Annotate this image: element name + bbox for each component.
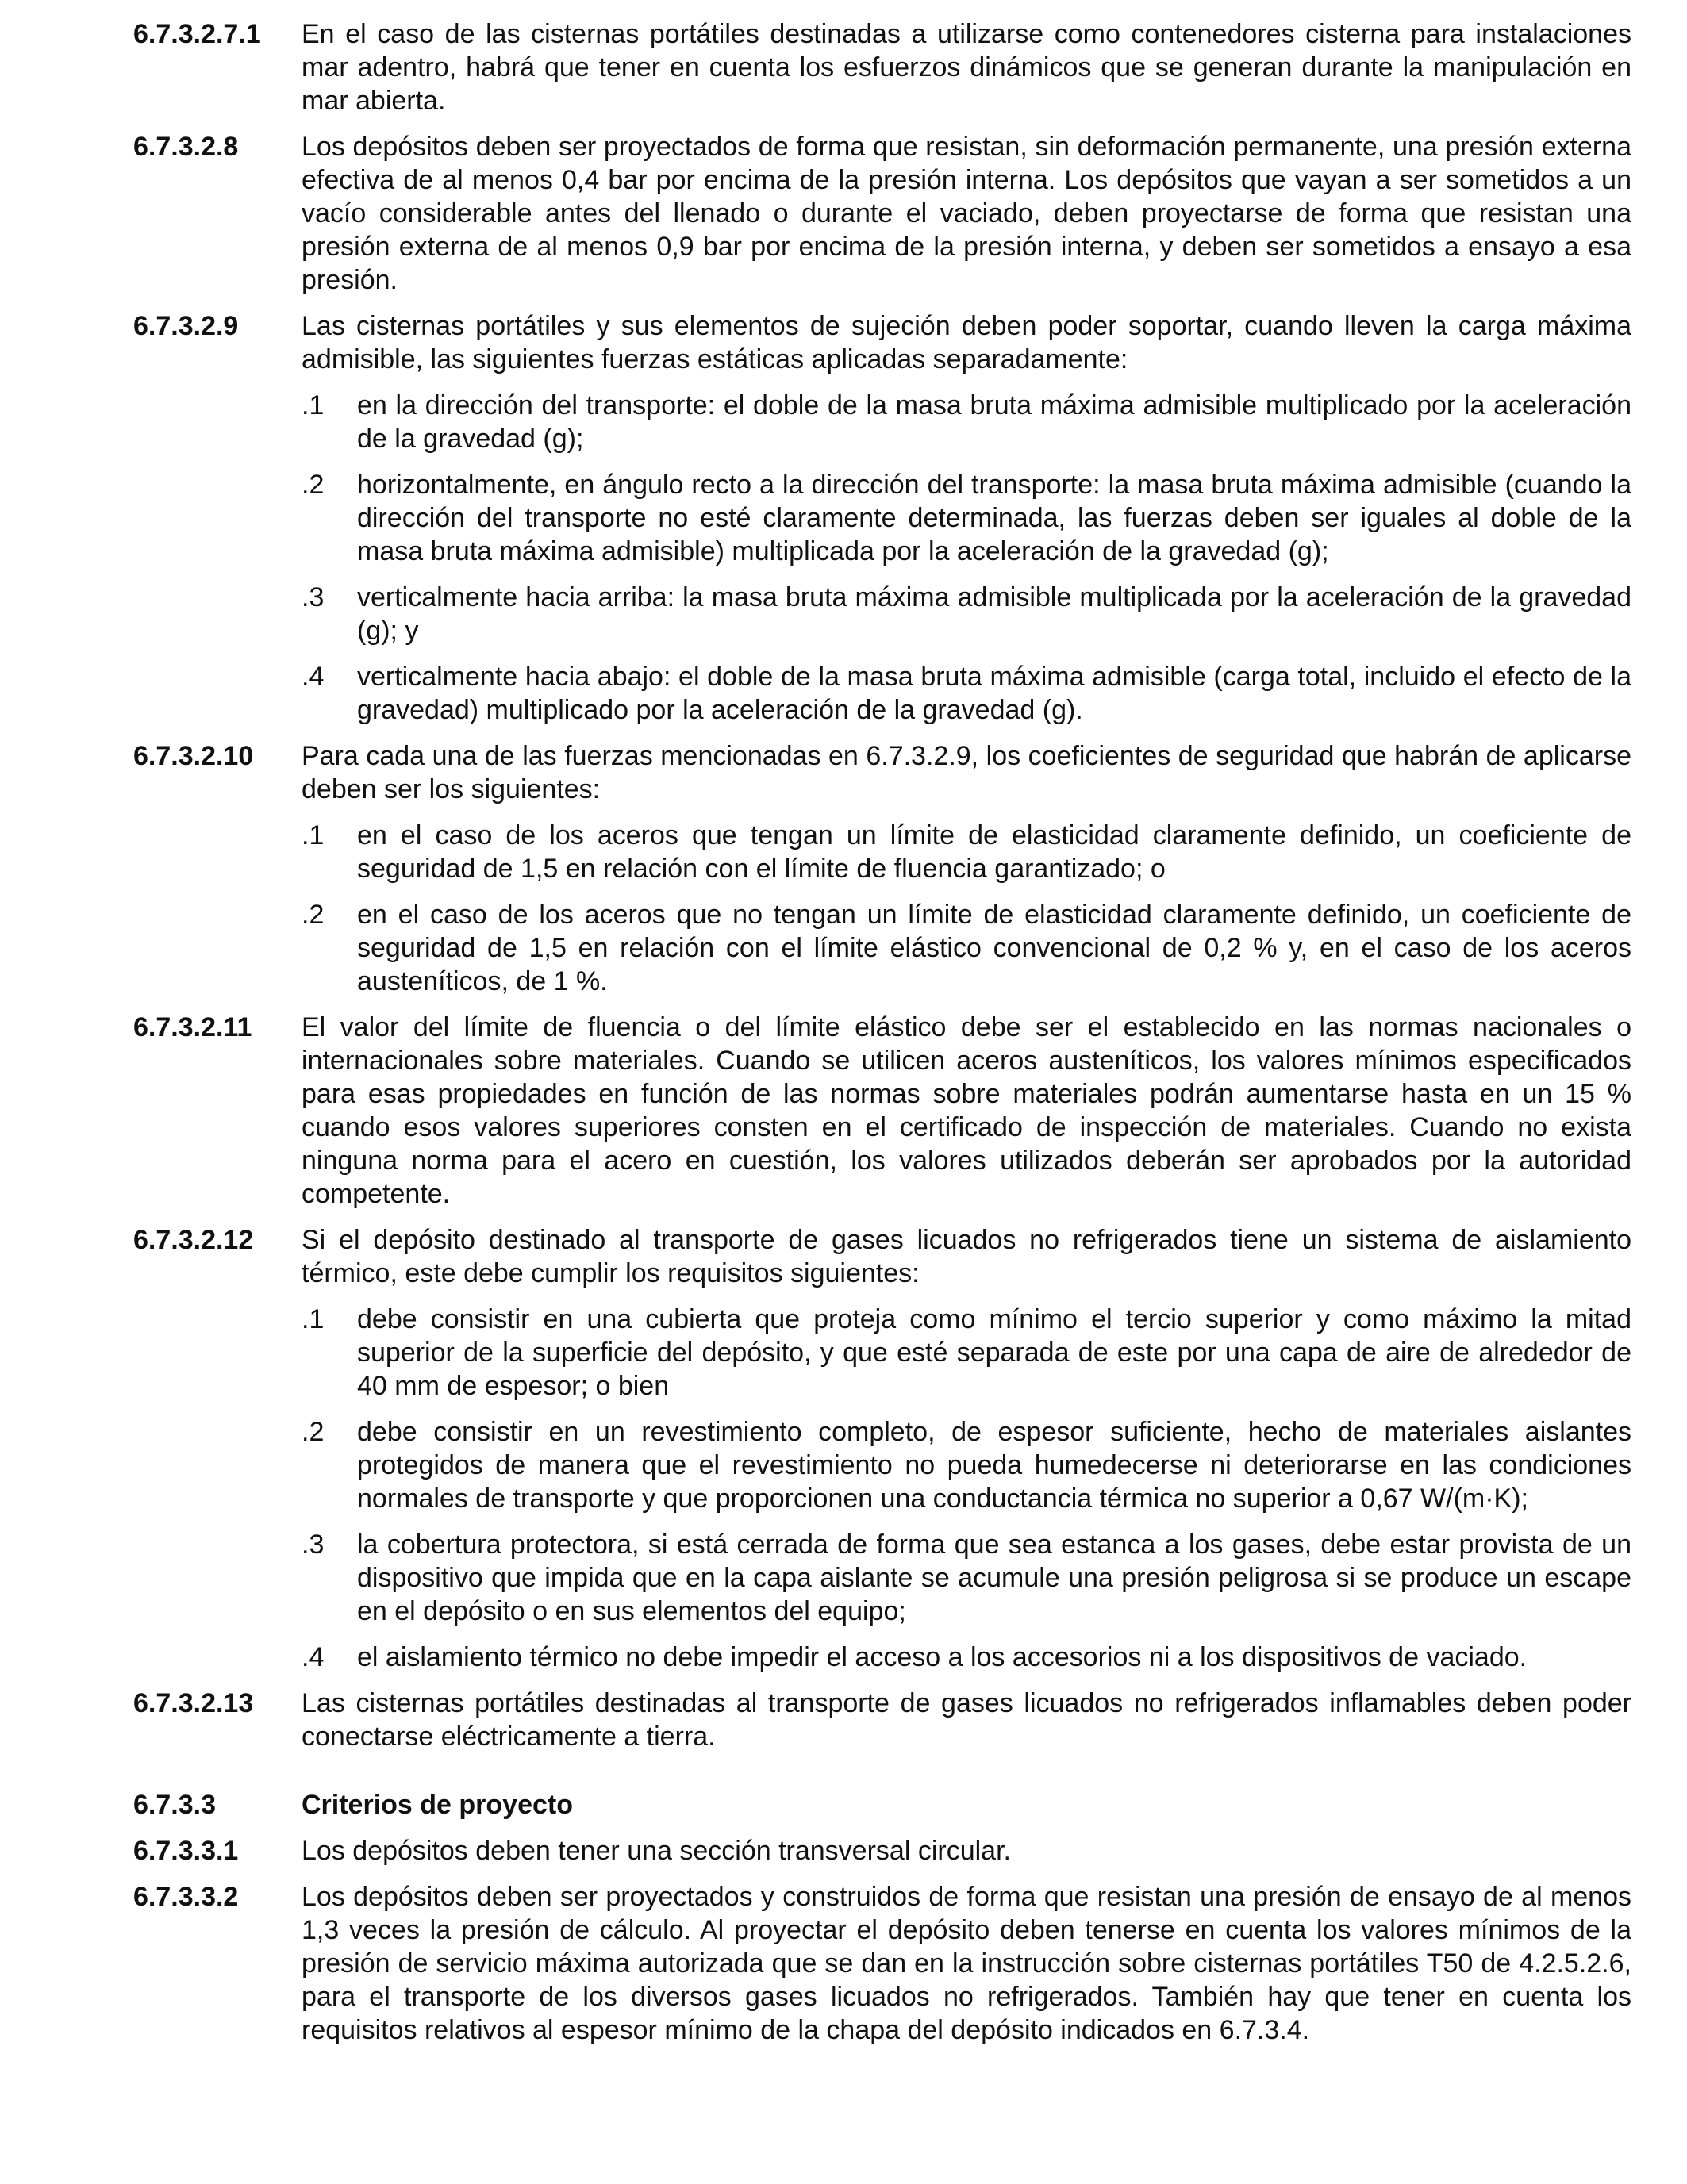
section-text: Para cada una de las fuerzas mencionadas en 6.7.3.2.9, los coeficientes de seguridad que habrán de aplicarse deben ser los siguientes: (302, 741, 1631, 804)
item-number: .3 (302, 1530, 325, 1560)
item-text: debe consistir en una cubierta que proteja como mínimo el tercio superior y como máximo la mitad superior de la superficie del depósito, y que esté separada de este por una capa de aire de alrededor de 40 mm de espesor; o bien (357, 1304, 1631, 1401)
section-number: 6.7.3.3.1 (133, 1836, 239, 1866)
section-heading-6-7-3-3 (133, 1788, 1631, 1821)
section-text: Los depósitos deben ser proyectados de forma que resistan, sin deformación permanente, una presión externa efectiva de al menos 0,4 bar por encima de la presión interna. Los depósitos que vayan a ser sometidos a un vacío considerable antes del llenado o durante el vaciado, deben proyectarse de forma que resistan una presión externa de al menos 0,9 bar por encima de la presión interna, y deben ser sometidos a ensayo a esa presión. (302, 132, 1631, 295)
item-number: .2 (302, 470, 325, 500)
list-item (302, 898, 1631, 998)
heading-number: 6.7.3.3 (133, 1790, 216, 1820)
section-6-7-3-2-8 (133, 130, 1631, 297)
section-text: Los depósitos deben tener una sección transversal circular. (302, 1836, 1011, 1866)
item-text: la cobertura protectora, si está cerrada de forma que sea estanca a los gases, debe estar provista de un dispositivo que impida que en la capa aislante se acumule una presión peligrosa si se produce un escape en el depósito o en sus elementos del equipo; (357, 1530, 1631, 1626)
section-number: 6.7.3.2.7.1 (133, 19, 261, 49)
section-number: 6.7.3.3.2 (133, 1882, 239, 1912)
item-text: en el caso de los aceros que no tengan un límite de elasticidad claramente definido, un coeficiente de seguridad de 1,5 en relación con el límite elástico convencional de 0,2 % y, en el caso de los aceros austeníticos, de 1 %. (357, 900, 1631, 996)
section-6-7-3-2-12 (133, 1223, 1631, 1674)
section-6-7-3-3-2 (133, 1880, 1631, 2047)
item-text: horizontalmente, en ángulo recto a la dirección del transporte: la masa bruta máxima admisible (cuando la dirección del transporte no esté claramente determinada, las fuerzas deben ser iguales al doble de la masa bruta máxima admisible) multiplicada por la aceleración de la gravedad (g); (357, 470, 1631, 566)
list-item (302, 660, 1631, 727)
item-number: .1 (302, 820, 325, 850)
list-item (302, 1528, 1631, 1628)
section-6-7-3-2-11 (133, 1011, 1631, 1211)
list-item (302, 581, 1631, 647)
item-text: en el caso de los aceros que tengan un límite de elasticidad claramente definido, un coeficiente de seguridad de 1,5 en relación con el límite de fluencia garantizado; o (357, 820, 1631, 884)
section-6-7-3-2-13 (133, 1687, 1631, 1753)
item-number: .1 (302, 390, 325, 420)
list-item (302, 1641, 1631, 1674)
item-number: .4 (302, 662, 325, 692)
section-number: 6.7.3.2.13 (133, 1688, 254, 1718)
item-text: en la dirección del transporte: el doble de la masa bruta máxima admisible multiplicado por la aceleración de la gravedad (g); (357, 390, 1631, 454)
section-6-7-3-2-9 (133, 309, 1631, 727)
list-item (302, 1415, 1631, 1515)
item-text: debe consistir en un revestimiento completo, de espesor suficiente, hecho de materiales aislantes protegidos de manera que el revestimiento no pueda humedecerse ni deteriorarse en las condiciones normales de transporte y que proporcionen una conductancia térmica no superior a 0,67 W/(m·K); (357, 1417, 1631, 1514)
list-item (302, 1303, 1631, 1403)
item-text: verticalmente hacia abajo: el doble de la masa bruta máxima admisible (carga total, incluido el efecto de la gravedad) multiplicado por la aceleración de la gravedad (g). (357, 662, 1631, 725)
list-item (302, 389, 1631, 455)
item-text: verticalmente hacia arriba: la masa bruta máxima admisible multiplicada por la aceleración de la gravedad (g); y (357, 582, 1631, 646)
section-text: El valor del límite de fluencia o del límite elástico debe ser el establecido en las normas nacionales o internacionales sobre materiales. Cuando se utilicen aceros austeníticos, los valores mínimos especificados para esas propiedades en función de las normas sobre materiales podrán aumentarse hasta en un 15 % cuando esos valores superiores consten en el certificado de inspección de materiales. Cuando no exista ninguna norma para el acero en cuestión, los valores utilizados deberán ser aprobados por la autoridad competente. (302, 1012, 1631, 1209)
section-number: 6.7.3.2.11 (133, 1012, 252, 1042)
section-6-7-3-3-1 (133, 1834, 1631, 1867)
list-item (302, 468, 1631, 568)
item-number: .1 (302, 1304, 325, 1334)
section-number: 6.7.3.2.8 (133, 132, 239, 162)
section-number: 6.7.3.2.12 (133, 1225, 254, 1255)
item-text: el aislamiento térmico no debe impedir el acceso a los accesorios ni a los dispositivos de vaciado. (357, 1642, 1528, 1672)
item-number: .2 (302, 1417, 325, 1447)
section-text: En el caso de las cisternas portátiles destinadas a utilizarse como contenedores cisterna para instalaciones mar adentro, habrá que tener en cuenta los esfuerzos dinámicos que se generan durante la manipulación en mar abierta. (302, 19, 1631, 116)
heading-text: Criterios de proyecto (302, 1790, 573, 1820)
section-text: Si el depósito destinado al transporte de gases licuados no refrigerados tiene un sistema de aislamiento térmico, este debe cumplir los requisitos siguientes: (302, 1225, 1631, 1288)
section-6-7-3-2-10 (133, 739, 1631, 998)
document-page (133, 17, 1631, 2059)
item-number: .3 (302, 582, 325, 612)
section-number: 6.7.3.2.9 (133, 311, 239, 341)
section-text: Las cisternas portátiles y sus elementos de sujeción deben poder soportar, cuando lleven la carga máxima admisible, las siguientes fuerzas estáticas aplicadas separadamente: (302, 311, 1631, 374)
list-item (302, 819, 1631, 885)
section-text: Las cisternas portátiles destinadas al transporte de gases licuados no refrigerados inflamables deben poder conectarse eléctricamente a tierra. (302, 1688, 1631, 1752)
item-number: .4 (302, 1642, 325, 1672)
section-6-7-3-2-7-1 (133, 17, 1631, 117)
item-number: .2 (302, 900, 325, 930)
section-number: 6.7.3.2.10 (133, 741, 254, 771)
section-text: Los depósitos deben ser proyectados y construidos de forma que resistan una presión de ensayo de al menos 1,3 veces la presión de cálculo. Al proyectar el depósito deben tenerse en cuenta los valores mínimos de la presión de servicio máxima autorizada que se dan en la instrucción sobre cisternas portátiles T50 de 4.2.5.2.6, para el transporte de los diversos gases licuados no refrigerados. También hay que tener en cuenta los requisitos relativos al espesor mínimo de la chapa del depósito indicados en 6.7.3.4. (302, 1882, 1631, 2045)
